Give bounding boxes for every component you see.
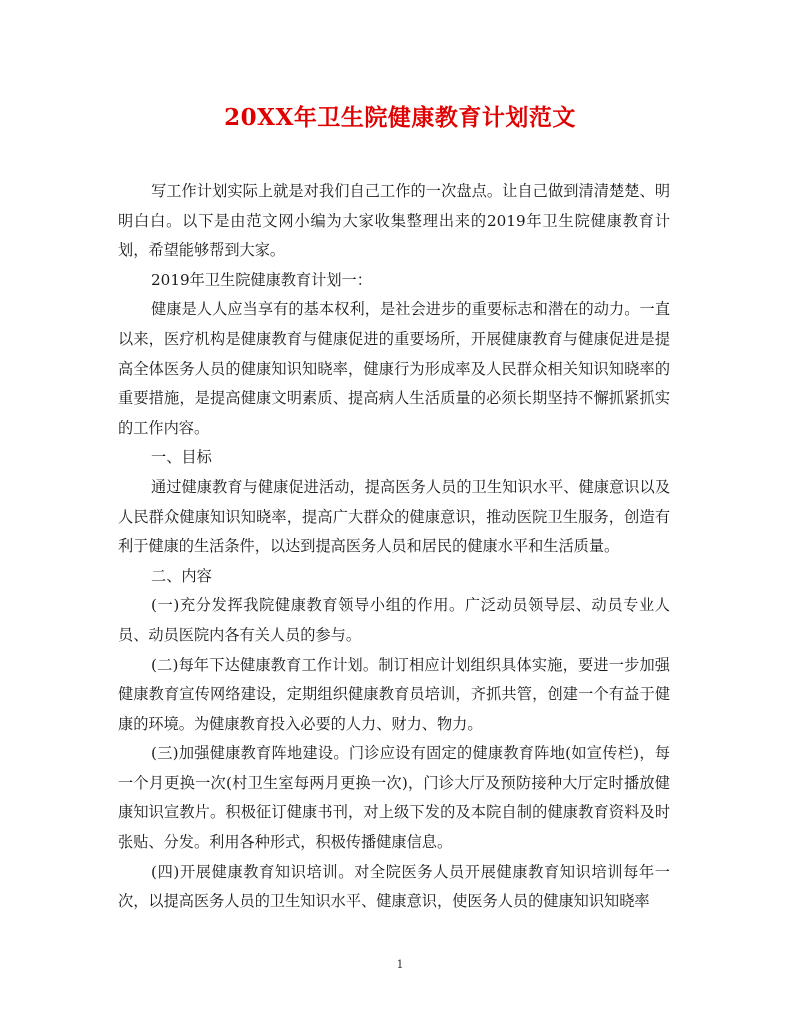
paragraph-background: 健康是人人应当享有的基本权利，是社会进步的重要标志和潜在的动力。一直以来，医疗机构是健康教育与健康促进的重要场所，开展健康教育与健康促进是提高全体医务人员的健康知识知晓率，健康行为形成率及人民群众相关知识知晓率的重要措施，是提高健康文明素质、提高病人生活质量的必须长期坚持不懈抓紧抓实的工作内容。 xyxy=(118,300,670,437)
document-body xyxy=(118,177,670,917)
paragraph-item-2: (二)每年下达健康教育工作计划。制订相应计划组织具体实施，要进一步加强健康教育宣传网络建设，定期组织健康教育员培训，齐抓共管，创建一个有益于健康的环境。为健康教育投入必要的人力、财力、物力。 xyxy=(118,655,670,733)
section-heading-goals: 一、目标 xyxy=(151,448,212,467)
page-number: 1 xyxy=(396,958,404,971)
section-heading-content: 二、内容 xyxy=(151,566,212,585)
paragraph-intro: 写工作计划实际上就是对我们自己工作的一次盘点。让自己做到清清楚楚、明明白白。以下是由范文网小编为大家收集整理出来的2019年卫生院健康教育计划，希望能够帮到大家。 xyxy=(118,182,670,260)
paragraph-goals: 通过健康教育与健康促进活动，提高医务人员的卫生知识水平、健康意识以及人民群众健康知识知晓率，提高广大群众的健康意识，推动医院卫生服务，创造有利于健康的生活条件，以达到提高医务人员和居民的健康水平和生活质量。 xyxy=(118,477,670,556)
document-title: 20XX年卫生院健康教育计划范文 xyxy=(224,104,576,131)
paragraph-plan-heading: 2019年卫生院健康教育计划一： xyxy=(151,270,372,289)
paragraph-item-1: (一)充分发挥我院健康教育领导小组的作用。广泛动员领导层、动员专业人员、动员医院内各有关人员的参与。 xyxy=(118,596,670,644)
paragraph-item-4: (四)开展健康教育知识培训。对全院医务人员开展健康教育知识培训每年一次，以提高医务人员的卫生知识水平、健康意识，使医务人员的健康知识知晓率 xyxy=(118,862,670,911)
paragraph-item-3: (三)加强健康教育阵地建设。门诊应设有固定的健康教育阵地(如宣传栏)，每一个月更换一次(村卫生室每两月更换一次)，门诊大厅及预防接种大厅定时播放健康知识宣教片。积极征订健康书刊，对上级下发的及本院自制的健康教育资料及时张贴、分发。利用各种形式，积极传播健康信息。 xyxy=(118,744,670,852)
